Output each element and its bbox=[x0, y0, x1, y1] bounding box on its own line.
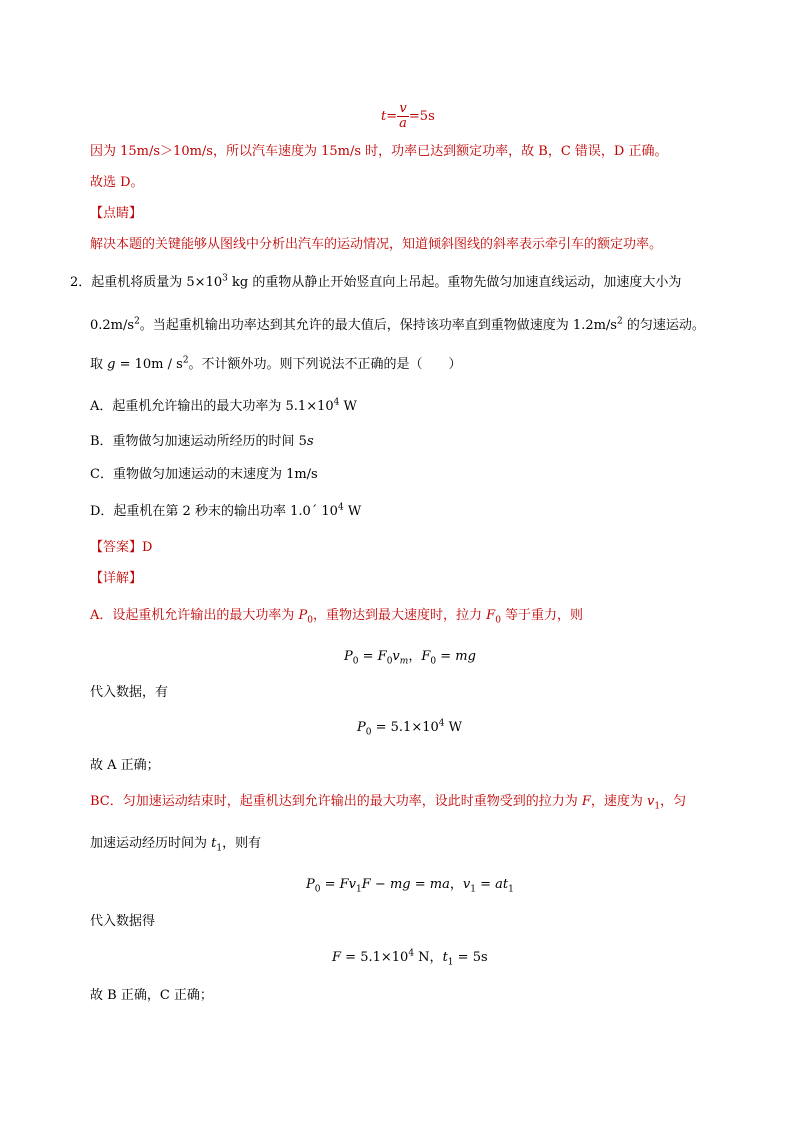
eq4-sub: 1 bbox=[447, 957, 454, 968]
eq1-comma: ， bbox=[408, 649, 422, 664]
formula-t-equals-v-over-a bbox=[381, 100, 435, 134]
eq2-sub: 0 bbox=[365, 727, 372, 738]
bc1-v: v bbox=[647, 794, 655, 809]
option-a-sup: 4 bbox=[333, 397, 340, 408]
equation-4 bbox=[332, 949, 488, 967]
fraction-numerator: v bbox=[397, 102, 409, 117]
eq1-sub-p: 0 bbox=[352, 656, 359, 667]
eq3-at: at bbox=[495, 877, 509, 892]
eq1-eq: = bbox=[358, 649, 378, 664]
sub-data-2: 代入数据得 bbox=[90, 914, 156, 929]
eq1-sub-m: m bbox=[399, 656, 409, 667]
a-line-sub0: 0 bbox=[307, 615, 314, 626]
answer: 【答案】D bbox=[90, 540, 153, 555]
choose-text: 故选 D。 bbox=[90, 175, 144, 190]
bc1-c: ，匀 bbox=[660, 794, 687, 809]
a-line-f: F bbox=[486, 608, 496, 623]
bc1-f: F bbox=[581, 794, 591, 809]
stem1-sup: 3 bbox=[222, 273, 228, 284]
eq3-v: v bbox=[462, 877, 471, 892]
option-d-sup: 4 bbox=[337, 502, 344, 513]
question-2-line-2 bbox=[90, 317, 705, 335]
detail-a-line bbox=[90, 607, 583, 625]
eq1-v: v bbox=[392, 649, 400, 664]
bc-line-1 bbox=[90, 793, 686, 811]
bc1-a: BC．匀加速运动结束时，起重机达到允许输出的最大功率，设此时重物受到的拉力为 bbox=[90, 794, 582, 809]
option-c-text: C．重物做匀加速运动的末速度为 1m/s bbox=[90, 467, 318, 482]
eq3-fv: Fv bbox=[339, 877, 357, 892]
option-a bbox=[90, 398, 357, 416]
eq1-mg: mg bbox=[455, 649, 476, 664]
option-b bbox=[90, 433, 314, 451]
eq2-rest: = 5.1×10 bbox=[371, 720, 439, 735]
option-c bbox=[90, 466, 318, 484]
bc-line-2 bbox=[90, 835, 261, 853]
tip-title: 【点睛】 bbox=[90, 206, 143, 221]
a-line-b: ，重物达到最大速度时，拉力 bbox=[313, 608, 487, 623]
eq2-unit: W bbox=[444, 720, 462, 735]
bc2-a: 加速运动经历时间为 bbox=[90, 836, 212, 851]
eq3-s2: 1 bbox=[470, 884, 476, 895]
eq3-p: P bbox=[306, 877, 315, 892]
equation-1 bbox=[344, 648, 476, 666]
eq4-f: F bbox=[332, 950, 342, 965]
stem2-sup: 2 bbox=[134, 316, 140, 327]
eq1-f2: F bbox=[421, 649, 431, 664]
eq3-eq2: = bbox=[475, 877, 496, 892]
option-b-text: B．重物做匀加速运动所经历的时间 5 bbox=[90, 434, 307, 449]
eq4-unit: N， bbox=[414, 950, 443, 965]
a-line-c: 等于重力，则 bbox=[500, 608, 584, 623]
eq1-sub-f: 0 bbox=[386, 656, 393, 667]
fraction-v-over-a bbox=[397, 102, 409, 131]
eq1-eq2: = bbox=[436, 649, 456, 664]
stem3-a: 取 bbox=[90, 357, 108, 372]
option-d-text: D．起重机在第 2 秒末的输出功率 1.0´ 10 bbox=[90, 504, 338, 519]
formula-rhs: =5s bbox=[408, 109, 435, 124]
eq3-eq: = bbox=[320, 877, 340, 892]
a-conclusion: 故 A 正确； bbox=[90, 758, 160, 773]
formula-lhs: t bbox=[381, 109, 387, 124]
eq4-sup: 4 bbox=[408, 948, 415, 959]
a-line-a: A．设起重机允许输出的最大功率为 bbox=[90, 608, 299, 623]
reason-text: 因为 15m/s＞10m/s，所以汽车速度为 15m/s 时，功率已达到额定功率，故 B，C 错误，D 正确。 bbox=[90, 144, 668, 159]
option-d bbox=[90, 503, 361, 521]
eq3-newton: F − mg = ma bbox=[361, 877, 450, 892]
stem2-a: 0.2m/s bbox=[90, 318, 135, 333]
bc2-sub: 1 bbox=[216, 843, 223, 854]
stem3-c: 。不计额外功。则下列说法不正确的是（ ） bbox=[188, 357, 462, 372]
eq1-f: F bbox=[377, 649, 387, 664]
equation-3 bbox=[306, 876, 514, 894]
stem1-b: kg 的重物从静止开始竖直向上吊起。重物先做匀加速直线运动，加速度大小为 bbox=[227, 275, 682, 290]
bc1-sub: 1 bbox=[654, 801, 661, 812]
stem2-b: 。当起重机输出功率达到其允许的最大值后，保持该功率直到重物做速度为 1.2m/s bbox=[139, 318, 617, 333]
question-2-line-3 bbox=[90, 356, 462, 374]
bc-conclusion: 故 B 正确，C 正确； bbox=[90, 988, 213, 1003]
question-number: 2． bbox=[70, 275, 92, 290]
eq1-p: P bbox=[344, 649, 353, 664]
question-2-line-1 bbox=[70, 274, 681, 292]
eq3-s1: 1 bbox=[356, 884, 362, 895]
bc2-b: ，则有 bbox=[222, 836, 262, 851]
fraction-denominator: a bbox=[399, 116, 407, 131]
bc1-b: ，速度为 bbox=[590, 794, 648, 809]
stem3-sup: 2 bbox=[182, 355, 189, 366]
option-b-unit: s bbox=[306, 434, 314, 449]
eq1-sub-f2: 0 bbox=[430, 656, 437, 667]
eq3-comma: ， bbox=[449, 877, 463, 892]
detail-title: 【详解】 bbox=[90, 571, 143, 586]
stem2-sup2: 2 bbox=[616, 316, 623, 327]
a-line-p: P bbox=[298, 608, 308, 623]
stem3-g: g bbox=[107, 357, 116, 372]
eq2-p: P bbox=[357, 720, 366, 735]
sub-data-1: 代入数据，有 bbox=[90, 685, 169, 700]
option-d-unit: W bbox=[343, 504, 362, 519]
bc2-t: t bbox=[211, 836, 217, 851]
eq3-s3: 1 bbox=[508, 884, 514, 895]
stem2-c: 的匀速运动。 bbox=[622, 318, 705, 333]
option-a-unit: W bbox=[339, 399, 357, 414]
eq4-val: = 5.1×10 bbox=[341, 950, 409, 965]
stem1-a: 起重机将质量为 5×10 bbox=[91, 275, 223, 290]
eq4-rest: = 5s bbox=[453, 950, 488, 965]
eq3-s0: 0 bbox=[314, 884, 321, 895]
eq2-sup: 4 bbox=[438, 718, 445, 729]
formula-eq: = bbox=[386, 109, 398, 124]
eq4-t: t bbox=[442, 950, 448, 965]
a-line-sub1: 0 bbox=[495, 615, 501, 626]
equation-2 bbox=[357, 719, 462, 737]
stem3-b: = 10m / s bbox=[115, 357, 183, 372]
tip-text: 解决本题的关键能够从图线中分析出汽车的运动情况，知道倾斜图线的斜率表示牵引车的额定功率。 bbox=[90, 237, 663, 252]
option-a-text: A．起重机允许输出的最大功率为 5.1×10 bbox=[90, 399, 334, 414]
